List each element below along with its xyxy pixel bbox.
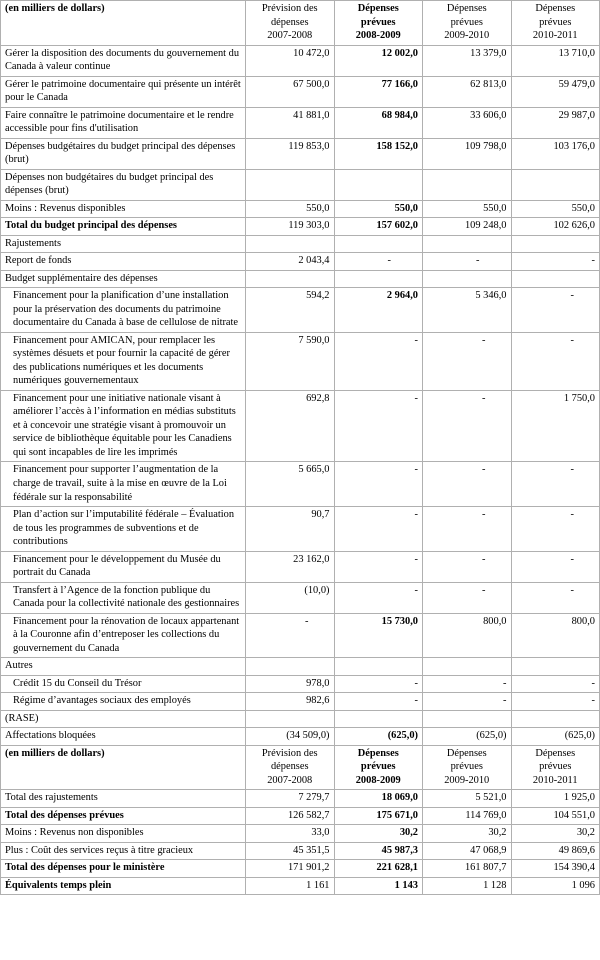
row-value-2007-2008: 982,6 xyxy=(246,693,335,711)
row-value-2010-2011: 1 925,0 xyxy=(511,790,600,808)
row-label: Affectations bloquées xyxy=(1,728,246,746)
footer-header-col-2007-2008 xyxy=(246,745,335,790)
row-value-2010-2011: 13 710,0 xyxy=(511,45,600,76)
table-row xyxy=(1,790,600,808)
row-value-2010-2011 xyxy=(511,235,600,253)
header-line-1: Dépenses xyxy=(535,3,576,14)
header-line-2: dépenses xyxy=(270,761,309,773)
row-value-2010-2011: 49 869,6 xyxy=(511,842,600,860)
row-value-2009-2010: 1 128 xyxy=(423,877,512,895)
row-value-2009-2010: 47 068,9 xyxy=(423,842,512,860)
row-label: Régime d’avantages sociaux des employés xyxy=(1,693,246,711)
header-units-label: (en milliers de dollars) xyxy=(1,1,246,46)
dash-glyph: - xyxy=(482,464,486,476)
row-value-2009-2010: 114 769,0 xyxy=(423,807,512,825)
row-label: Financement pour la rénovation de locaux appartenant à la Couronne afin d’entreposer les collections du gouvernement du Canada xyxy=(1,613,246,658)
row-value-2010-2011 xyxy=(511,507,600,552)
dash-glyph: - xyxy=(570,584,574,596)
row-value-2008-2009 xyxy=(334,253,423,271)
footer-header-col-2010-2011 xyxy=(511,745,600,790)
row-value-2009-2010: - xyxy=(423,675,512,693)
dash-glyph: - xyxy=(570,553,574,565)
row-value-2009-2010 xyxy=(423,169,512,200)
row-value-2009-2010: 109 248,0 xyxy=(423,218,512,236)
row-value-2010-2011 xyxy=(511,658,600,676)
row-label: Total du budget principal des dépenses xyxy=(1,218,246,236)
table-row xyxy=(1,288,600,333)
row-value-2010-2011: 103 176,0 xyxy=(511,138,600,169)
table-row xyxy=(1,842,600,860)
row-label: Total des rajustements xyxy=(1,790,246,808)
row-value-2007-2008: (34 509,0) xyxy=(246,728,335,746)
row-value-2008-2009: 77 166,0 xyxy=(334,76,423,107)
row-value-2009-2010: 5 521,0 xyxy=(423,790,512,808)
row-value-2007-2008: 550,0 xyxy=(246,200,335,218)
header-line-1: Dépenses xyxy=(446,3,487,14)
row-label: Plus : Coût des services reçus à titre gracieux xyxy=(1,842,246,860)
table-row xyxy=(1,332,600,390)
row-label: Rajustements xyxy=(1,235,246,253)
row-value-2009-2010: 30,2 xyxy=(423,825,512,843)
row-label: Financement pour AMICAN, pour remplacer les systèmes désuets et pour fournir la capacité de gérer des publications numériques et les documents numériques gouvernementaux xyxy=(1,332,246,390)
header-line-2: prévues xyxy=(450,16,483,28)
row-value-2008-2009: 30,2 xyxy=(334,825,423,843)
row-value-2008-2009: 158 152,0 xyxy=(334,138,423,169)
dash-glyph: - xyxy=(570,464,574,476)
header-line-1: Prévision des xyxy=(261,747,318,759)
header-line-3: 2007-2008 xyxy=(267,774,313,786)
row-label: Total des dépenses prévues xyxy=(1,807,246,825)
row-label: Total des dépenses pour le ministère xyxy=(1,860,246,878)
table-row xyxy=(1,200,600,218)
row-value-2009-2010: 550,0 xyxy=(423,200,512,218)
table-row-total xyxy=(1,807,600,825)
table-row xyxy=(1,107,600,138)
row-value-2008-2009: - xyxy=(334,675,423,693)
row-value-2010-2011: 1 096 xyxy=(511,877,600,895)
row-value-2010-2011 xyxy=(511,169,600,200)
row-value-2010-2011: - xyxy=(511,253,600,271)
table-body xyxy=(1,1,600,895)
header-line-2: prévues xyxy=(360,16,396,28)
row-value-2009-2010 xyxy=(423,582,512,613)
row-value-2007-2008: 10 472,0 xyxy=(246,45,335,76)
table-row xyxy=(1,675,600,693)
row-value-2007-2008: 978,0 xyxy=(246,675,335,693)
dash-glyph: - xyxy=(482,553,486,565)
header-line-1: Dépenses xyxy=(357,747,399,759)
row-value-2010-2011: 550,0 xyxy=(511,200,600,218)
table-row xyxy=(1,76,600,107)
row-value-2010-2011 xyxy=(511,270,600,288)
row-value-2009-2010 xyxy=(423,462,512,507)
header-line-2: prévues xyxy=(539,761,572,773)
dash-glyph: - xyxy=(387,255,391,267)
row-value-2009-2010: 62 813,0 xyxy=(423,76,512,107)
row-value-2010-2011 xyxy=(511,462,600,507)
row-value-2010-2011: 800,0 xyxy=(511,613,600,658)
row-value-2007-2008: 67 500,0 xyxy=(246,76,335,107)
row-value-2010-2011: 29 987,0 xyxy=(511,107,600,138)
header-col-2009-2010 xyxy=(423,1,512,46)
row-value-2008-2009: 15 730,0 xyxy=(334,613,423,658)
dash-glyph: - xyxy=(482,392,486,404)
row-value-2010-2011: 154 390,4 xyxy=(511,860,600,878)
row-value-2010-2011: 30,2 xyxy=(511,825,600,843)
header-col-2010-2011 xyxy=(511,1,600,46)
row-value-2010-2011 xyxy=(511,332,600,390)
row-label: Moins : Revenus disponibles xyxy=(1,200,246,218)
footer-header-col-2009-2010 xyxy=(423,745,512,790)
table-row xyxy=(1,551,600,582)
header-line-1: Prévision des xyxy=(261,3,318,14)
row-label: Autres xyxy=(1,658,246,676)
row-value-2008-2009: - xyxy=(334,551,423,582)
header-line-3: 2007-2008 xyxy=(267,30,313,42)
row-value-2008-2009: 221 628,1 xyxy=(334,860,423,878)
row-value-2010-2011: - xyxy=(511,675,600,693)
row-value-2008-2009: - xyxy=(334,693,423,711)
row-value-2007-2008: 594,2 xyxy=(246,288,335,333)
header-line-2: dépenses xyxy=(270,16,309,28)
header-line-1: Dépenses xyxy=(357,3,399,14)
row-value-2008-2009: - xyxy=(334,462,423,507)
row-value-2007-2008 xyxy=(246,710,335,728)
table-row xyxy=(1,390,600,462)
row-value-2007-2008 xyxy=(246,613,335,658)
row-value-2008-2009: - xyxy=(334,390,423,462)
row-value-2008-2009: 175 671,0 xyxy=(334,807,423,825)
row-label: Financement pour supporter l’augmentation de la charge de travail, suite à la mise en œuvre de la Loi fédérale sur la responsabilité xyxy=(1,462,246,507)
row-value-2007-2008 xyxy=(246,235,335,253)
row-value-2008-2009 xyxy=(334,710,423,728)
row-value-2008-2009: 12 002,0 xyxy=(334,45,423,76)
row-value-2009-2010 xyxy=(423,658,512,676)
row-value-2007-2008: 33,0 xyxy=(246,825,335,843)
row-value-2007-2008: 23 162,0 xyxy=(246,551,335,582)
row-value-2010-2011: - xyxy=(511,693,600,711)
row-label: Report de fonds xyxy=(1,253,246,271)
row-label: Financement pour la planification d’une installation pour la préservation des documents du patrimoine documentaire du Canada à base de cellulose de nitrate xyxy=(1,288,246,333)
row-value-2008-2009: - xyxy=(334,507,423,552)
row-value-2008-2009: - xyxy=(334,332,423,390)
table-row xyxy=(1,45,600,76)
table-row xyxy=(1,710,600,728)
header-col-2007-2008 xyxy=(246,1,335,46)
row-value-2010-2011: 102 626,0 xyxy=(511,218,600,236)
row-value-2007-2008 xyxy=(246,169,335,200)
row-value-2007-2008: 1 161 xyxy=(246,877,335,895)
footer-header-units-label: (en milliers de dollars) xyxy=(1,745,246,790)
table-row xyxy=(1,507,600,552)
table-row xyxy=(1,138,600,169)
row-value-2007-2008: 7 590,0 xyxy=(246,332,335,390)
row-value-2008-2009: 2 964,0 xyxy=(334,288,423,333)
row-value-2009-2010 xyxy=(423,551,512,582)
dash-glyph: - xyxy=(482,509,486,521)
row-label: Financement pour une initiative nationale visant à améliorer l’accès à l’information en médias substituts et à concevoir une stratégie visant à promouvoir un service de bibliothèque équitable pour les Canadiens qui sont incapables de lire les imprimés xyxy=(1,390,246,462)
row-value-2008-2009: 157 602,0 xyxy=(334,218,423,236)
row-value-2009-2010 xyxy=(423,270,512,288)
table-row xyxy=(1,728,600,746)
row-value-2009-2010 xyxy=(423,235,512,253)
row-value-2008-2009: 18 069,0 xyxy=(334,790,423,808)
table-row-section xyxy=(1,270,600,288)
row-value-2007-2008 xyxy=(246,658,335,676)
header-line-1: Dépenses xyxy=(535,747,576,759)
row-value-2008-2009 xyxy=(334,235,423,253)
row-value-2007-2008 xyxy=(246,270,335,288)
table-row xyxy=(1,253,600,271)
row-value-2009-2010 xyxy=(423,390,512,462)
row-value-2008-2009: - xyxy=(334,582,423,613)
footer-header-col-2008-2009 xyxy=(334,745,423,790)
table-row xyxy=(1,462,600,507)
row-value-2008-2009 xyxy=(334,270,423,288)
row-value-2007-2008: 119 853,0 xyxy=(246,138,335,169)
row-value-2008-2009: 550,0 xyxy=(334,200,423,218)
row-value-2007-2008: 41 881,0 xyxy=(246,107,335,138)
row-value-2007-2008: 692,8 xyxy=(246,390,335,462)
table-row xyxy=(1,169,600,200)
row-value-2009-2010 xyxy=(423,710,512,728)
header-line-3: 2008-2009 xyxy=(355,774,401,786)
row-value-2008-2009: (625,0) xyxy=(334,728,423,746)
dash-glyph: - xyxy=(570,290,574,302)
row-value-2010-2011: 59 479,0 xyxy=(511,76,600,107)
row-value-2008-2009 xyxy=(334,658,423,676)
dash-glyph: - xyxy=(570,334,574,346)
row-value-2009-2010: (625,0) xyxy=(423,728,512,746)
row-label: Équivalents temps plein xyxy=(1,877,246,895)
table-row xyxy=(1,693,600,711)
table-row xyxy=(1,582,600,613)
row-label: Transfert à l’Agence de la fonction publique du Canada pour la collectivité nationale des gestionnaires xyxy=(1,582,246,613)
dash-glyph: - xyxy=(476,255,480,267)
dash-glyph: - xyxy=(570,509,574,521)
row-label: Gérer la disposition des documents du gouvernement du Canada à valeur continue xyxy=(1,45,246,76)
row-value-2009-2010: 33 606,0 xyxy=(423,107,512,138)
row-value-2008-2009 xyxy=(334,169,423,200)
row-value-2009-2010: 13 379,0 xyxy=(423,45,512,76)
row-value-2007-2008: 90,7 xyxy=(246,507,335,552)
row-value-2009-2010: 161 807,7 xyxy=(423,860,512,878)
row-value-2007-2008: 5 665,0 xyxy=(246,462,335,507)
table-row xyxy=(1,825,600,843)
header-line-2: prévues xyxy=(450,761,483,773)
row-value-2007-2008: 45 351,5 xyxy=(246,842,335,860)
row-value-2007-2008: 2 043,4 xyxy=(246,253,335,271)
footer-header-row xyxy=(1,745,600,790)
dash-glyph: - xyxy=(482,584,486,596)
row-value-2009-2010: 800,0 xyxy=(423,613,512,658)
table-row-total xyxy=(1,877,600,895)
dash-glyph: - xyxy=(305,615,309,627)
table-row-total xyxy=(1,218,600,236)
row-value-2010-2011 xyxy=(511,551,600,582)
row-value-2009-2010 xyxy=(423,253,512,271)
row-label: Moins : Revenus non disponibles xyxy=(1,825,246,843)
table-row-section xyxy=(1,658,600,676)
row-label: Crédit 15 du Conseil du Trésor xyxy=(1,675,246,693)
row-label: Faire connaître le patrimoine documentaire et le rendre accessible pour fins d'utilisation xyxy=(1,107,246,138)
dash-glyph: - xyxy=(482,334,486,346)
row-value-2010-2011: (625,0) xyxy=(511,728,600,746)
header-line-2: prévues xyxy=(360,761,396,773)
row-value-2010-2011: 1 750,0 xyxy=(511,390,600,462)
row-value-2008-2009: 1 143 xyxy=(334,877,423,895)
row-label: Plan d’action sur l’imputabilité fédérale – Évaluation de tous les programmes de subventions et de contributions xyxy=(1,507,246,552)
row-value-2009-2010: - xyxy=(423,693,512,711)
header-line-3: 2010-2011 xyxy=(532,774,578,786)
header-line-3: 2009-2010 xyxy=(444,774,490,786)
header-line-3: 2008-2009 xyxy=(355,30,401,42)
row-value-2008-2009: 68 984,0 xyxy=(334,107,423,138)
header-line-3: 2009-2010 xyxy=(444,30,490,42)
row-value-2009-2010 xyxy=(423,507,512,552)
row-value-2008-2009: 45 987,3 xyxy=(334,842,423,860)
row-value-2009-2010: 5 346,0 xyxy=(423,288,512,333)
table-row-total xyxy=(1,860,600,878)
row-label: Gérer le patrimoine documentaire qui présente un intérêt pour le Canada xyxy=(1,76,246,107)
row-value-2009-2010 xyxy=(423,332,512,390)
row-value-2007-2008: 126 582,7 xyxy=(246,807,335,825)
row-value-2007-2008: (10,0) xyxy=(246,582,335,613)
row-label: (RASE) xyxy=(1,710,246,728)
row-label: Dépenses non budgétaires du budget principal des dépenses (brut) xyxy=(1,169,246,200)
row-value-2010-2011: 104 551,0 xyxy=(511,807,600,825)
header-line-2: prévues xyxy=(539,16,572,28)
row-value-2007-2008: 7 279,7 xyxy=(246,790,335,808)
header-line-1: Dépenses xyxy=(446,747,487,759)
row-label: Budget supplémentaire des dépenses xyxy=(1,270,246,288)
row-label: Financement pour le développement du Musée du portrait du Canada xyxy=(1,551,246,582)
row-value-2010-2011 xyxy=(511,288,600,333)
table-row xyxy=(1,613,600,658)
row-value-2007-2008: 119 303,0 xyxy=(246,218,335,236)
table-row-section xyxy=(1,235,600,253)
row-label: Dépenses budgétaires du budget principal des dépenses (brut) xyxy=(1,138,246,169)
row-value-2010-2011 xyxy=(511,582,600,613)
row-value-2007-2008: 171 901,2 xyxy=(246,860,335,878)
row-value-2010-2011 xyxy=(511,710,600,728)
header-row xyxy=(1,1,600,46)
header-col-2008-2009 xyxy=(334,1,423,46)
header-line-3: 2010-2011 xyxy=(532,30,578,42)
row-value-2009-2010: 109 798,0 xyxy=(423,138,512,169)
